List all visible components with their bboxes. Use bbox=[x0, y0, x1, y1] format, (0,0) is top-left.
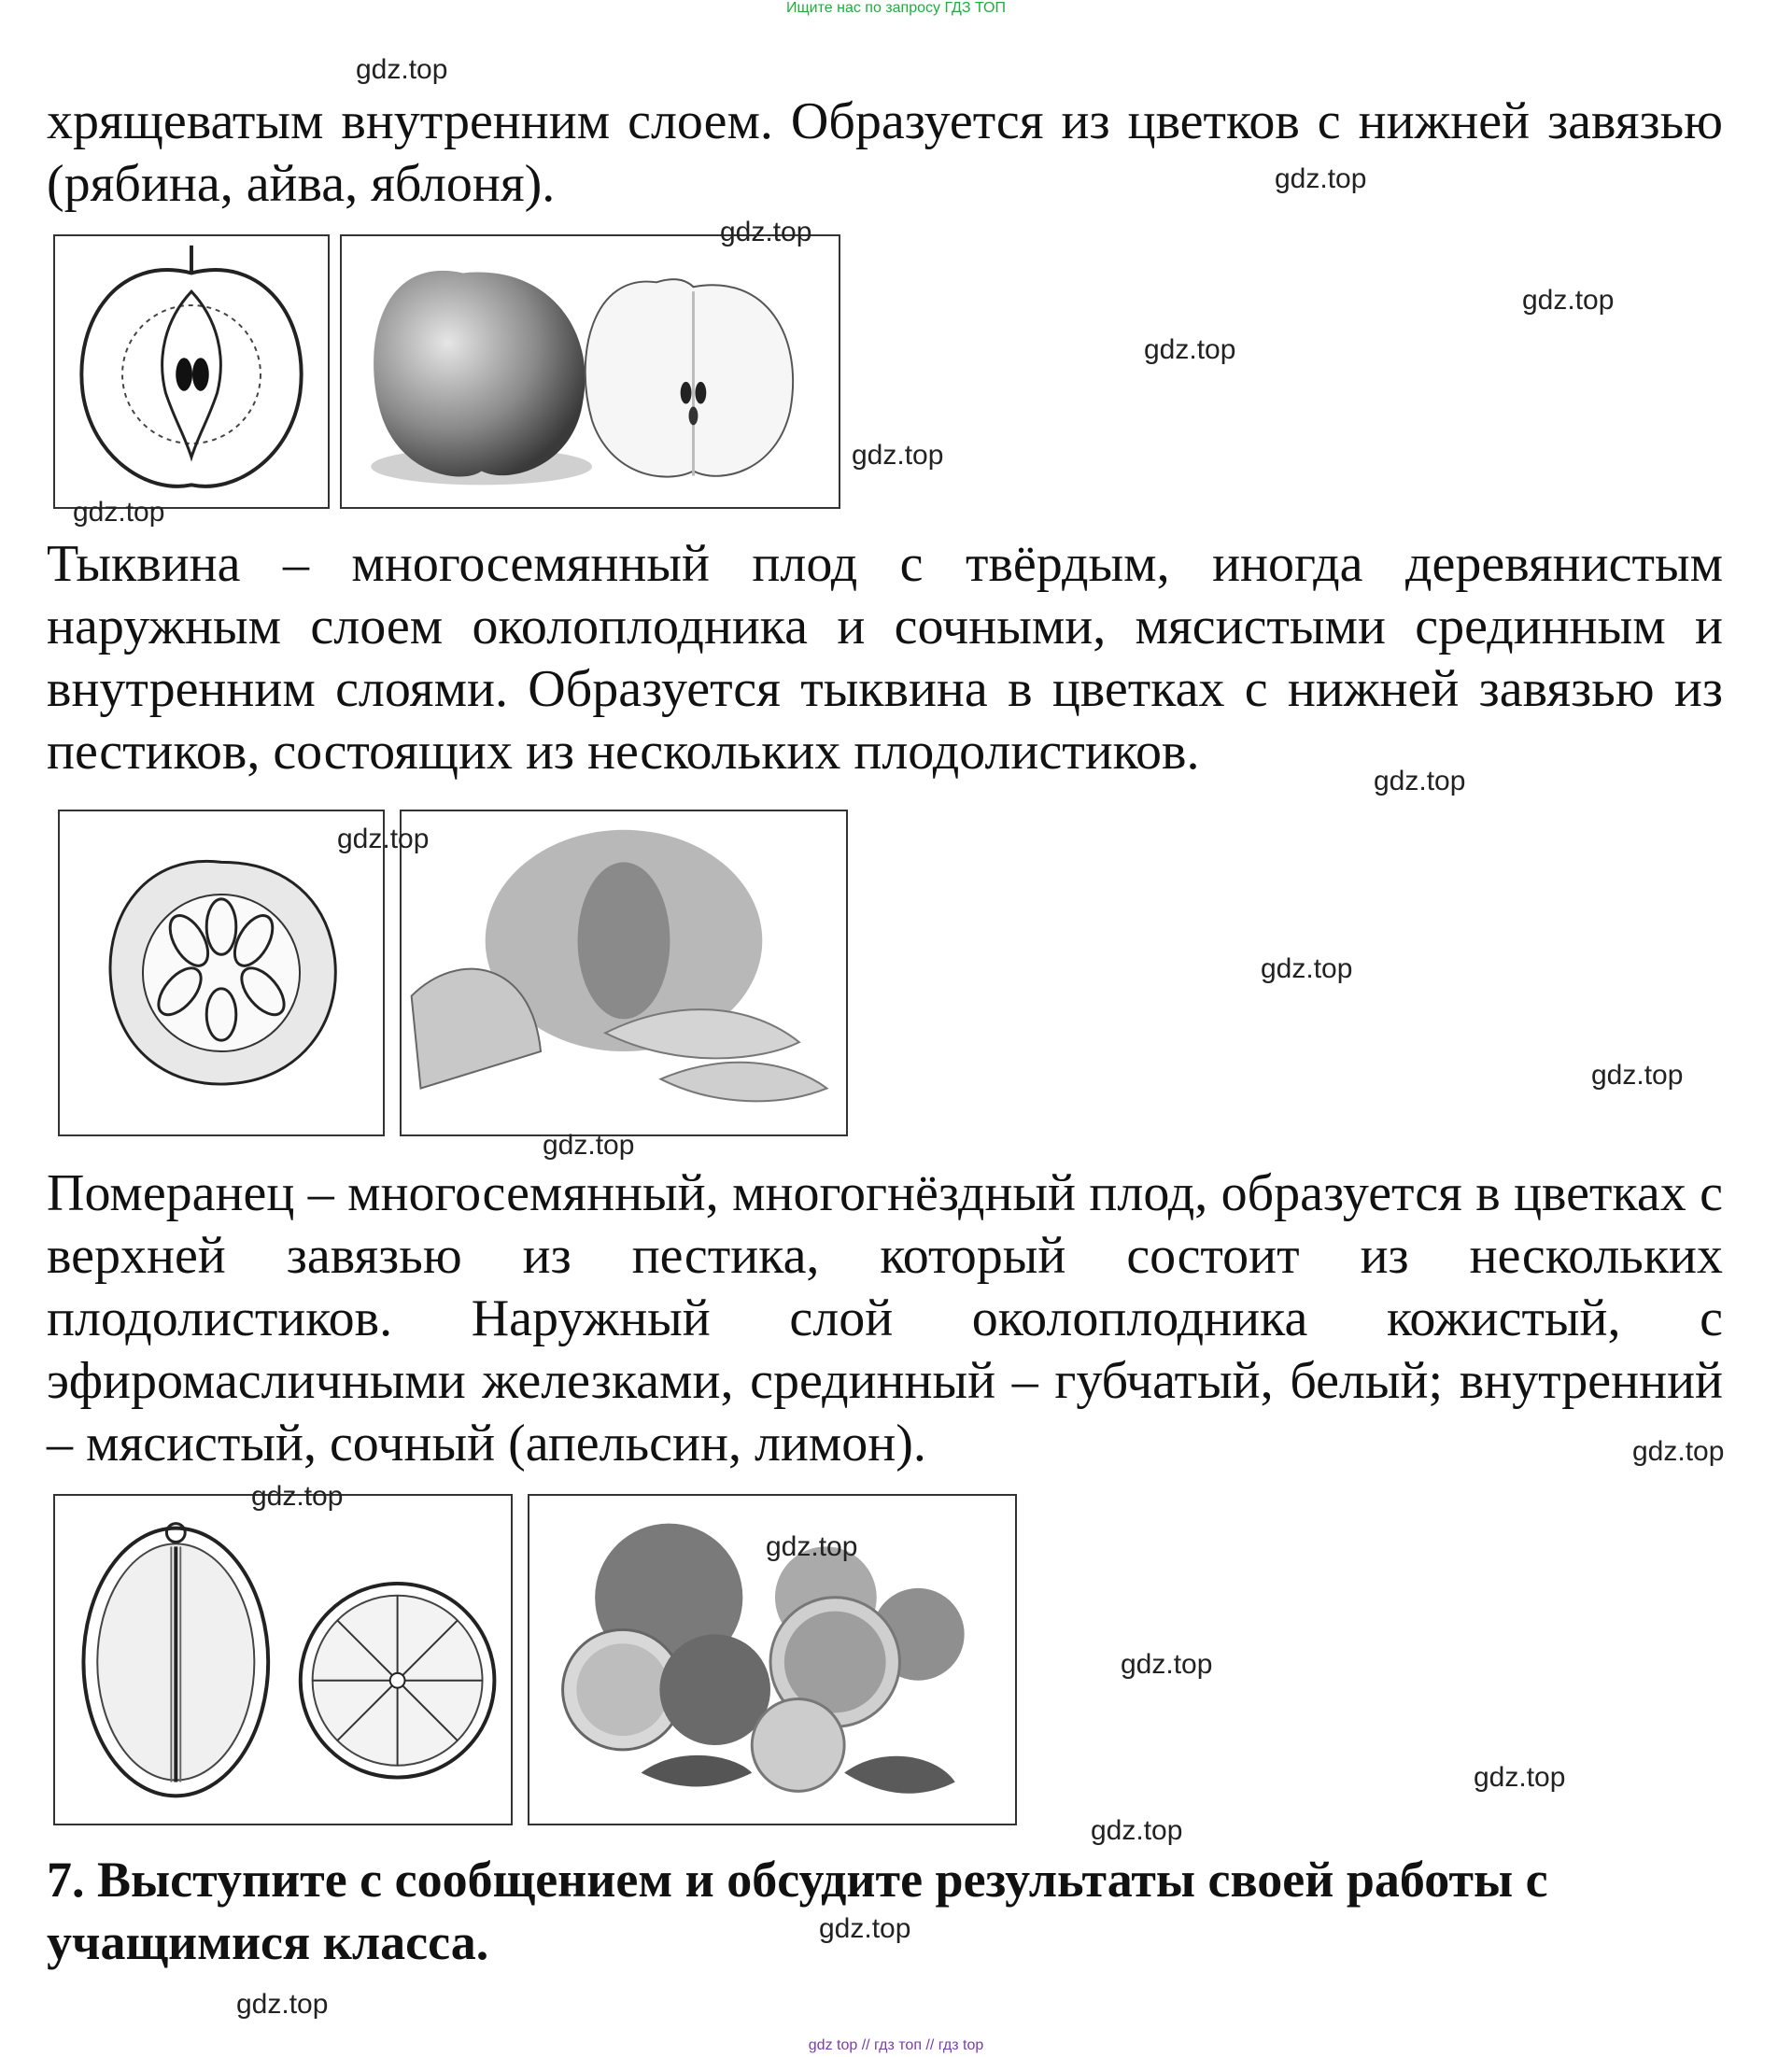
top-banner: Ищите нас по запросу ГДЗ ТОП bbox=[786, 0, 1006, 16]
watermark: gdz.top bbox=[766, 1531, 858, 1562]
watermark: gdz.top bbox=[1261, 953, 1353, 984]
apple-photo-image bbox=[340, 234, 840, 509]
watermark: gdz.top bbox=[236, 1989, 329, 2020]
pepo-diagram-image bbox=[58, 810, 385, 1136]
watermark: gdz.top bbox=[720, 217, 812, 247]
watermark: gdz.top bbox=[1591, 1060, 1684, 1091]
apple-diagram-image bbox=[53, 234, 330, 509]
paragraph-apple: хрящеватым внутренним слоем. Образуется из цветков с нижней завязью (рябина, айва, яблоня). bbox=[47, 92, 1723, 213]
watermark: gdz.top bbox=[819, 1913, 911, 1944]
watermark: gdz.top bbox=[1121, 1649, 1213, 1680]
watermark: gdz.top bbox=[1474, 1762, 1566, 1793]
watermark: gdz.top bbox=[1091, 1815, 1183, 1846]
watermark: gdz.top bbox=[543, 1130, 635, 1161]
watermark: gdz.top bbox=[73, 497, 165, 528]
watermark: gdz.top bbox=[1144, 334, 1236, 365]
watermark: gdz.top bbox=[1632, 1436, 1725, 1467]
hesperidium-diagram-image bbox=[53, 1494, 513, 1825]
watermark: gdz.top bbox=[1374, 766, 1466, 796]
paragraph-pepo: Тыквина – многосемянный плод с твёрдым, иногда деревянистым наружным слоем околоплодника и сочными, мясистыми срединным и внутренним слоями. Образуется тыквина в цветках с нижней завязью из пестиков, состоящих из нескольких плодолистиков. bbox=[47, 535, 1723, 781]
watermark: gdz.top bbox=[251, 1481, 344, 1512]
watermark: gdz.top bbox=[1522, 285, 1615, 316]
watermark: gdz.top bbox=[852, 440, 944, 471]
task-heading: 7. Выступите с сообщением и обсудите результаты своей работы с учащимися класса. bbox=[47, 1852, 1548, 1970]
bottom-banner: gdz top // гдз топ // гдз top bbox=[808, 2037, 984, 2053]
paragraph-hesperidium: Померанец – многосемянный, многогнёздный плод, образуется в цветках с верхней завязью из пестика, который состоит из нескольких плодолистиков. Наружный слой околоплодника кожистый, с эфиромасличными железками, срединный – губчатый, белый; внутренний – мясистый, сочный (апельсин, лимон). bbox=[47, 1164, 1723, 1472]
melon-photo-image bbox=[400, 810, 848, 1136]
watermark: gdz.top bbox=[356, 54, 448, 85]
watermark: gdz.top bbox=[1275, 163, 1367, 194]
watermark: gdz.top bbox=[337, 824, 430, 854]
